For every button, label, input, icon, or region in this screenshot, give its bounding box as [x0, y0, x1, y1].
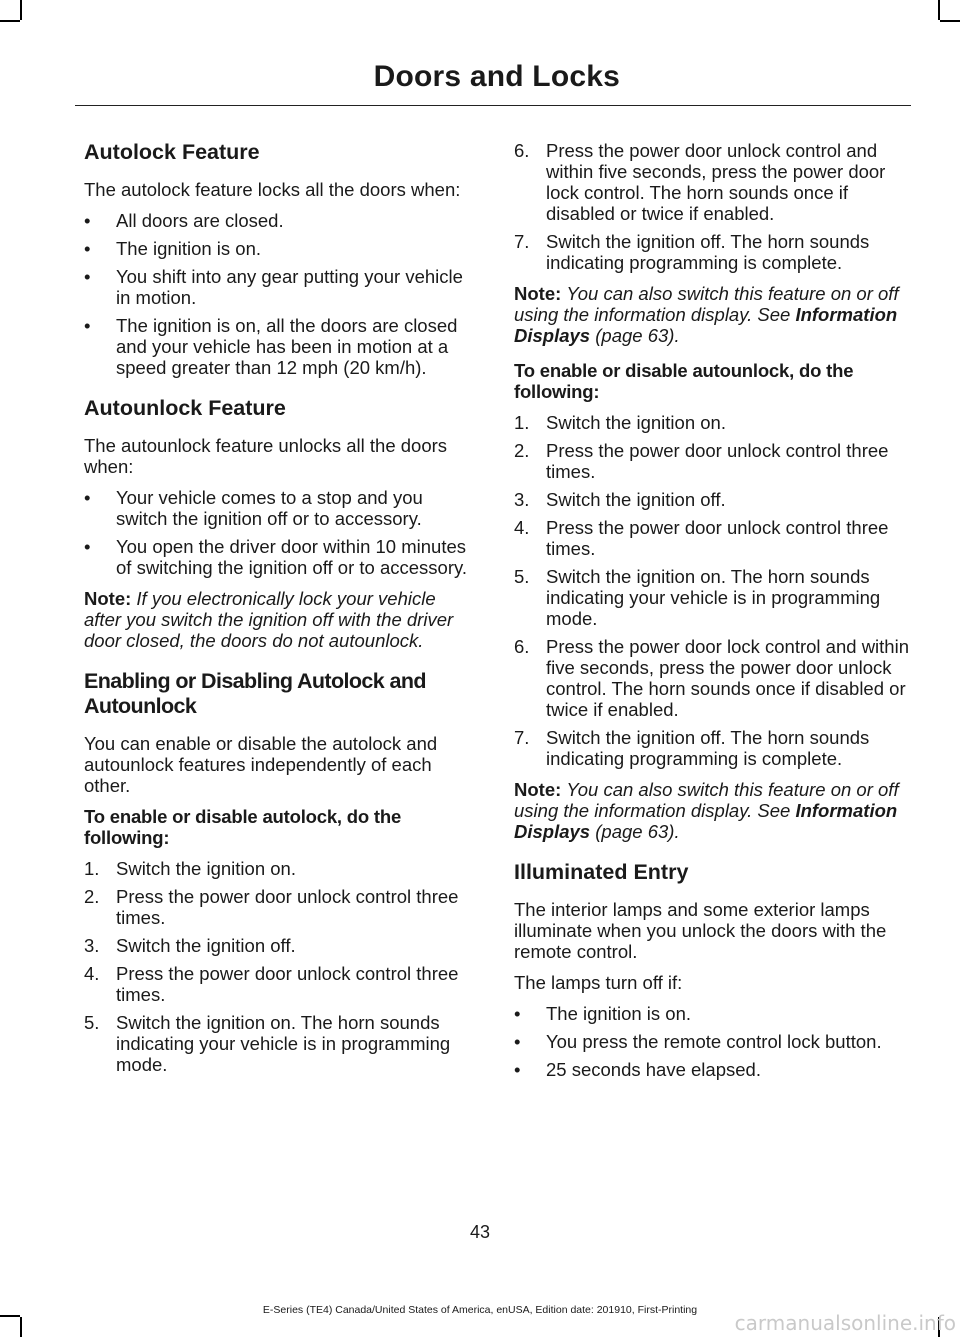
note-autounlock: Note: If you electronically lock your vehicle after you switch the ignition off with the driver door closed, the doors do not autounlock. [84, 588, 454, 651]
autolock-heading: Autolock Feature [84, 140, 260, 164]
list-item: • All doors are closed. [84, 210, 284, 231]
list-item: • The ignition is on. [84, 238, 262, 259]
autolock-conditions-list [84, 210, 476, 378]
list-item: 5. Switch the ignition on. The horn sounds indicating your vehicle is in programming mode. [84, 1012, 451, 1075]
list-item: 1. Switch the ignition on. [514, 412, 726, 433]
autounlock-conditions-list [84, 487, 476, 578]
autounlock-steps-list [514, 412, 910, 769]
crop-mark [940, 20, 960, 22]
note-autounlock-display: Note: You can also switch this feature on or off using the information display. See Information Displays (page 63). [514, 779, 899, 842]
header-rule [75, 105, 911, 106]
list-item: 4. Press the power door unlock control three times. [84, 963, 459, 1005]
list-item: 7. Switch the ignition off. The horn sounds indicating programming is complete. [514, 727, 870, 769]
right-column [514, 140, 910, 1090]
page-header-title: Doors and Locks [373, 60, 620, 93]
information-displays-link[interactable]: Information Displays [514, 800, 898, 842]
autounlock-intro: The autounlock feature unlocks all the doors when: [84, 435, 448, 477]
list-item: 7. Switch the ignition off. The horn sounds indicating programming is complete. [514, 231, 870, 273]
page-number: 43 [469, 1222, 491, 1242]
autolock-steps-heading: To enable or disable autolock, do the following: [84, 806, 402, 848]
crop-mark [0, 20, 20, 22]
list-item: • The ignition is on. [514, 1003, 692, 1024]
watermark: carmanualsonline.info [734, 1311, 956, 1335]
crop-mark [938, 0, 940, 20]
crop-mark [20, 0, 22, 20]
autolock-steps-list-continued [514, 140, 910, 273]
list-item: • Your vehicle comes to a stop and you switch the ignition off or to accessory. [84, 487, 423, 529]
illuminated-entry-heading: Illuminated Entry [514, 860, 689, 884]
list-item: 1. Switch the ignition on. [84, 858, 296, 879]
list-item: • You press the remote control lock button. [514, 1031, 882, 1052]
list-item: • The ignition is on, all the doors are closed and your vehicle has been in motion at a speed greater than 12 mph (20 km/h). [84, 315, 458, 378]
autounlock-steps-heading: To enable or disable autounlock, do the following: [514, 360, 854, 402]
autolock-intro: The autolock feature locks all the doors when: [84, 179, 461, 200]
list-item: • 25 seconds have elapsed. [514, 1059, 761, 1080]
autolock-steps-list [84, 858, 476, 1075]
list-item: 5. Switch the ignition on. The horn sounds indicating your vehicle is in programming mode. [514, 566, 881, 629]
note-autolock-display: Note: You can also switch this feature on or off using the information display. See Information Displays (page 63). [514, 283, 899, 346]
list-item: 3. Switch the ignition off. [514, 489, 726, 510]
lamps-off-list [514, 1003, 910, 1080]
list-item: 6. Press the power door lock control and within five seconds, press the power door unlock control. The horn sounds once if disabled or twice if enabled. [514, 636, 909, 720]
autounlock-heading: Autounlock Feature [84, 396, 286, 420]
list-item: 3. Switch the ignition off. [84, 935, 296, 956]
information-displays-link[interactable]: Information Displays [514, 304, 898, 346]
lamps-off-intro: The lamps turn off if: [514, 972, 683, 993]
list-item: 2. Press the power door unlock control three times. [84, 886, 459, 928]
enable-disable-intro: You can enable or disable the autolock and autounlock features independently of each other. [84, 733, 438, 796]
footer-edition-info: E-Series (TE4) Canada/United States of America, enUSA, Edition date: 201910, First-Printing [262, 1304, 698, 1316]
list-item: • You open the driver door within 10 minutes of switching the ignition off or to accessory. [84, 536, 467, 578]
list-item: 2. Press the power door unlock control three times. [514, 440, 889, 482]
list-item: 4. Press the power door unlock control three times. [514, 517, 889, 559]
enable-disable-heading: Enabling or Disabling Autolock and Autounlock [84, 669, 426, 718]
crop-mark [20, 1317, 22, 1337]
left-column [84, 140, 476, 1085]
list-item: • You shift into any gear putting your vehicle in motion. [84, 266, 463, 308]
illuminated-entry-intro: The interior lamps and some exterior lamps illuminate when you unlock the doors with the remote control. [514, 899, 887, 962]
list-item: 6. Press the power door unlock control and within five seconds, press the power door lock control. The horn sounds once if disabled or twice if enabled. [514, 140, 886, 224]
